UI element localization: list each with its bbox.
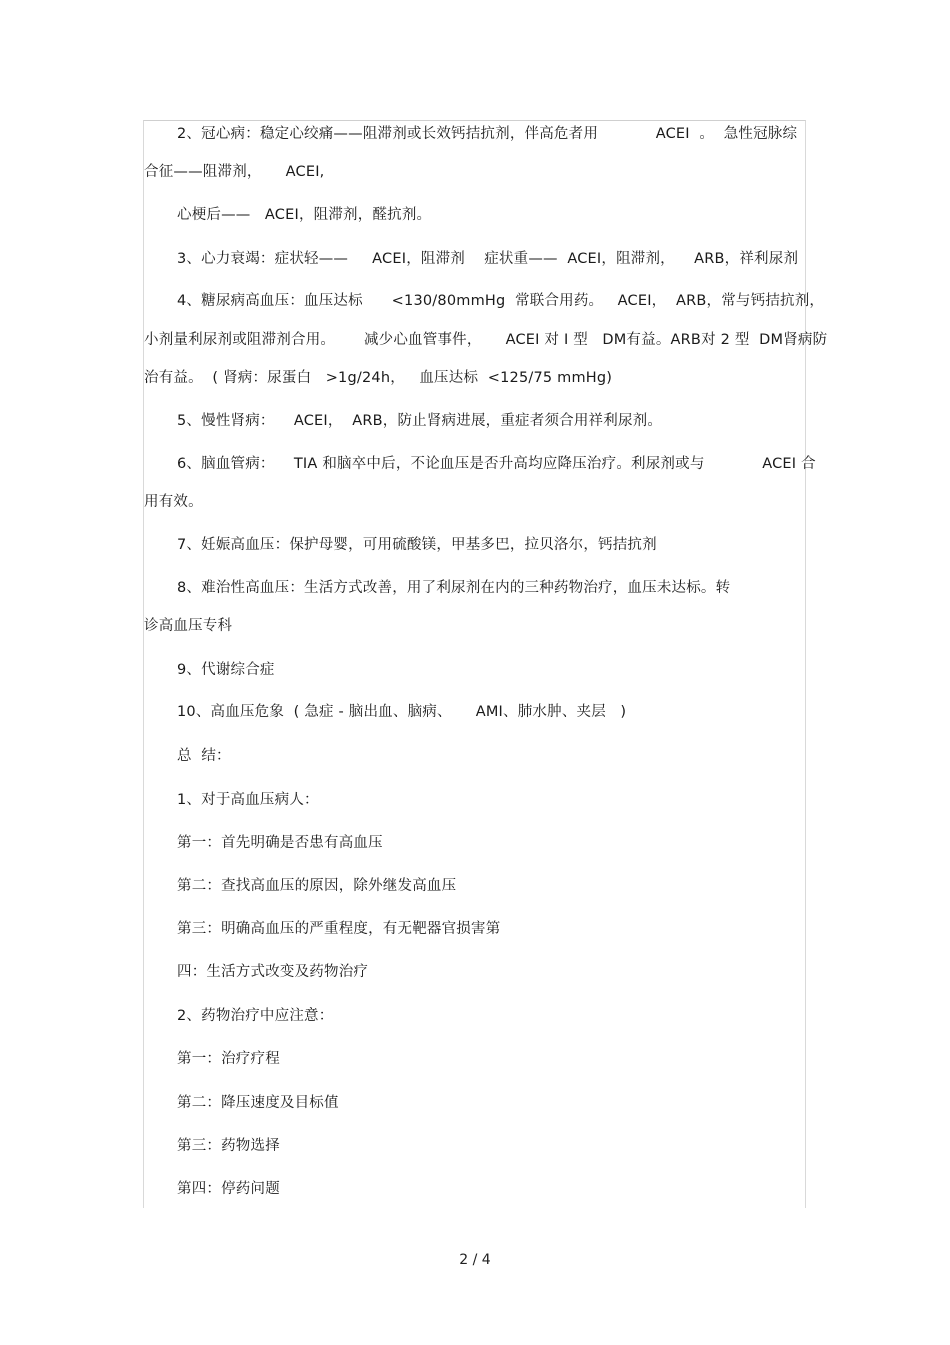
paragraph-refractory-line-2: 诊高血压专科 xyxy=(144,618,233,634)
summary-item-2: 2、药物治疗中应注意： xyxy=(177,1008,334,1024)
paragraph-cerebrovascular-line-2: 用有效。 xyxy=(144,494,203,510)
page-number: 2 / 4 xyxy=(459,1252,491,1268)
paragraph-post-mi: 心梗后—— ACEI，阻滞剂，醛抗剂。 xyxy=(177,207,432,223)
paragraph-diabetes-line-1: 4、糖尿病高血压：血压达标 <130/80mmHg 常联合用药。 ACEI， ARB，常与钙拮抗剂， xyxy=(177,293,825,309)
summary-heading: 总 结： xyxy=(177,748,231,764)
paragraph-coronary-line-1: 2、冠心病：稳定心绞痛——阻滞剂或长效钙拮抗剂，伴高危者用 ACEI 。 急性冠脉综 xyxy=(177,126,798,142)
paragraph-pregnancy: 7、妊娠高血压：保护母婴，可用硫酸镁，甲基多巴，拉贝洛尔，钙拮抗剂 xyxy=(177,537,657,553)
paragraph-crisis: 10、高血压危象 ( 急症 - 脑出血、脑病、 AMI、肺水肿、夹层 ) xyxy=(177,704,627,720)
summary-third: 第三：明确高血压的严重程度，有无靶器官损害第 xyxy=(177,921,501,937)
paragraph-cerebrovascular-line-1: 6、脑血管病： TIA 和脑卒中后，不论血压是否升高均应降压治疗。利尿剂或与 ACEI 合 xyxy=(177,456,816,472)
paragraph-diabetes-line-3: 治有益。 ( 肾病：尿蛋白 >1g/24h， 血压达标 <125/75 mmHg) xyxy=(144,370,613,386)
treatment-third: 第三：药物选择 xyxy=(177,1138,280,1154)
paragraph-heart-failure: 3、心力衰竭：症状轻—— ACEI，阻滞剂 症状重—— ACEI，阻滞剂， ARB，祥利尿剂 xyxy=(177,251,799,267)
paragraph-coronary-line-2: 合征——阻滞剂， ACEI, xyxy=(144,164,325,180)
summary-item-1: 1、对于高血压病人： xyxy=(177,792,319,808)
summary-second: 第二：查找高血压的原因，除外继发高血压 xyxy=(177,878,457,894)
summary-first: 第一：首先明确是否患有高血压 xyxy=(177,835,383,851)
treatment-second: 第二：降压速度及目标值 xyxy=(177,1095,339,1111)
summary-fourth: 四：生活方式改变及药物治疗 xyxy=(177,964,369,980)
treatment-fourth: 第四：停药问题 xyxy=(177,1181,280,1197)
paragraph-metabolic: 9、代谢综合症 xyxy=(177,662,275,678)
paragraph-kidney: 5、慢性肾病： ACEI， ARB，防止肾病进展，重症者须合用祥利尿剂。 xyxy=(177,413,663,429)
paragraph-refractory-line-1: 8、难治性高血压：生活方式改善，用了利尿剂在内的三种药物治疗，血压未达标。转 xyxy=(177,580,731,596)
treatment-first: 第一：治疗疗程 xyxy=(177,1051,280,1067)
paragraph-diabetes-line-2: 小剂量利尿剂或阻滞剂合用。 减少心血管事件， ACEI 对 Ⅰ 型 DM有益。ARB对 2 型 DM肾病防 xyxy=(144,332,828,348)
